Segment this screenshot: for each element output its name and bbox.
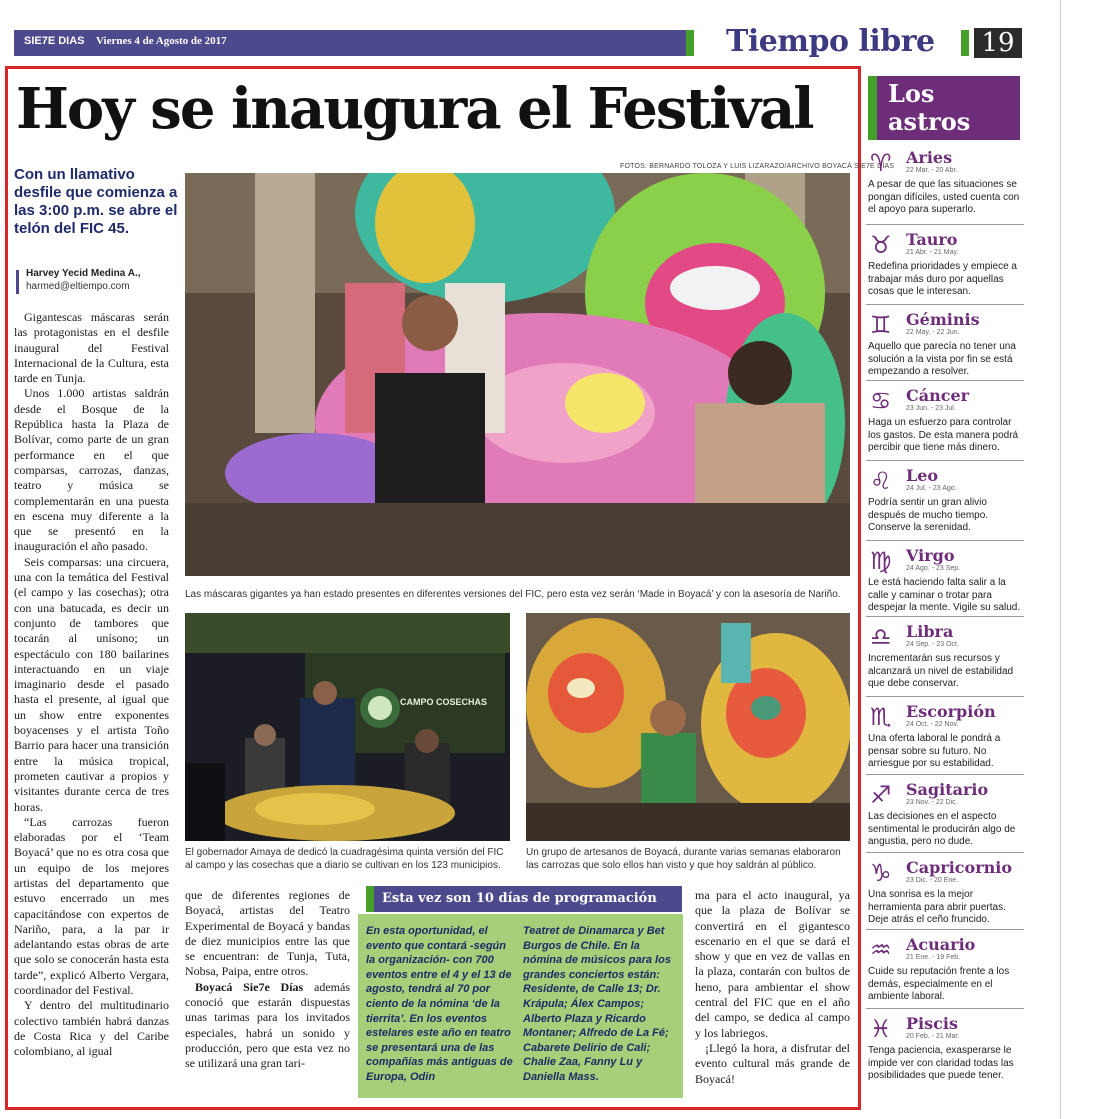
sign-text: Haga un esfuerzo para controlar los gastos. De esta manera podrá percibir que tiene más dinero. — [868, 417, 1019, 453]
article-column-c — [695, 888, 850, 1087]
sign-name: Piscis — [906, 1014, 958, 1033]
program-box-column: Teatret de Dinamarca y Bet Burgos de Chile. En la nómina de músicos para los grandes conciertos están: Residente, de Calle 13; Dr. Krápula; Álex Campos; Alberto Plaza y Ricardo Montaner; Alfredo de La Fé; Cabarete Delirio de Cali; Chalie Zaa, Fanny Lu y Daniella Mass. — [523, 925, 671, 1083]
sign-divider — [866, 852, 1024, 853]
sign-text: A pesar de que las situaciones se pongan difíciles, usted cuenta con el apoyo para superarlo. — [868, 179, 1020, 215]
issue-date: Viernes 4 de Agosto de 2017 — [96, 35, 227, 47]
sign-dates: 24 Jul. - 23 Ago. — [906, 485, 957, 492]
article-paragraph: Gigantescas máscaras serán las protagonistas en el desfile inaugural del Festival Internacional de la Cultura, esta tarde en Tunja. — [14, 310, 169, 386]
sign-dates: 22 May. - 22 Jun. — [906, 329, 960, 336]
horoscope-sign — [866, 702, 1026, 778]
sign-divider — [866, 616, 1024, 617]
zodiac-11-icon: ♒ — [870, 936, 892, 964]
sign-text: Aquello que parecía no tener una solución a la vista por fin se está empezando a resolver. — [868, 341, 1016, 377]
sign-name: Sagitario — [906, 780, 989, 799]
horoscope-sign — [866, 148, 1026, 224]
sign-dates: 20 Feb. - 21 Mar. — [906, 1033, 960, 1040]
horoscope-header — [868, 76, 1020, 140]
program-box — [358, 914, 683, 1098]
program-box-column: En esta oportunidad, el evento que contará -según la organización- con 700 eventos entre el 4 y el 13 de agosto, tendrá al 70 por ciento de la nómina ‘de la tierrita’. En los eventos estelares este año en teatro se presentará una de las compañías más antiguas de Europa, Odin — [366, 925, 513, 1083]
horoscope-sign — [866, 1014, 1026, 1090]
sign-text: Una oferta laboral le pondrá a pensar sobre su futuro. No arriesgue por su estabilidad. — [868, 733, 1001, 769]
article-column-a — [14, 310, 169, 1060]
sign-name: Géminis — [906, 310, 980, 329]
horoscope-title: Los astros — [888, 79, 971, 136]
banner-text: CAMPO COSECHAS — [400, 697, 488, 707]
sign-divider — [866, 696, 1024, 697]
horoscope-sign — [866, 935, 1026, 1011]
article-paragraph: Unos 1.000 artistas saldrán desde el Bosque de la República hasta la Plaza de Bolívar, como parte de un gran performance en el que comparsas, carrozas, danzas, teatro y música se complementarán en una puesta en escena muy diferente a la que se presentó en la inauguración el año pasado. — [14, 386, 169, 554]
sign-name: Capricornio — [906, 858, 1013, 877]
sign-text: Le está haciendo falta salir a la calle y caminar o trotar para despejar la mente. Vigile su salud. — [868, 577, 1021, 613]
artisans-photo — [526, 613, 850, 841]
brand-name: SIE7E DIAS — [24, 35, 85, 47]
sign-name: Escorpión — [906, 702, 996, 721]
horoscope-sign — [866, 466, 1026, 542]
horoscope-sign — [866, 310, 1026, 386]
article-paragraph-text: además conoció que estarán dispuestas unas tarimas para los invitados especiales, habrá un sonido y producción, pero que esta vez no se utilizará una gran tari- — [185, 979, 350, 1071]
horoscope-sign — [866, 780, 1026, 856]
byline-author: Harvey Yecid Medina A., — [26, 268, 141, 279]
horoscope-sign — [866, 622, 1026, 698]
article-paragraph: Seis comparsas: una circuera, una con la temática del Festival (el campo y las cosechas); otra con una batucada, es decir un conjunto de tambores que tocarán al unísono; un espectáculo con 180 bailarines interactuando en un viaje imaginario desde el pasado hasta el presente, al igual que un show entre exponentes boyacenses y el artista Toño Barrio para hacer una transición entre la música tropical, prometen cautivar a propios y visitantes durante cerca de tres horas. — [14, 554, 169, 814]
horoscope-sign — [866, 858, 1026, 934]
article-paragraph: Y dentro del multitudinario colectivo también habrá danzas de Costa Rica y del Caribe colombiano, al igual — [14, 998, 169, 1059]
sign-dates: 24 Ago. - 23 Sep. — [906, 565, 961, 572]
sign-divider — [866, 774, 1024, 775]
article-paragraph: “Las carrozas fueron elaboradas por el ‘Team Boyacá’ que no es otra cosa que un equipo de los mejores artistas del departamento que estuvo encerrado un mes capacitándose con expertos de Nariño, para, a la par ir adelantando estas obras de arte que solo se conocerán hasta esta tarde”, explicó Alberto Vergara, coordinador del Festival. — [14, 814, 169, 998]
zodiac-3-icon: ♊ — [870, 311, 892, 339]
zodiac-10-icon: ♑ — [870, 859, 892, 887]
sign-name: Aries — [906, 148, 953, 167]
zodiac-12-icon: ♓ — [870, 1015, 892, 1043]
headline: Hoy se inaugura el Festival — [16, 76, 813, 142]
governor-photo — [185, 613, 510, 841]
newspaper-mention: Boyacá Sie7e Días — [195, 979, 304, 994]
zodiac-7-icon: ♎ — [870, 623, 892, 651]
zodiac-1-icon: ♈ — [870, 149, 892, 177]
sign-dates: 23 Dic. - 20 Ene. — [906, 877, 959, 884]
article-paragraph: ¡Llegó la hora, a disfrutar del evento cultural más grande de Boyacá! — [695, 1040, 850, 1086]
sign-divider — [866, 380, 1024, 381]
photo-credit: FOTOS: BERNARDO TOLOZA Y LUIS LIZARAZO/ARCHIVO BOYACÁ SIE7E DÍAS — [620, 163, 895, 170]
article-paragraph — [185, 980, 350, 1072]
zodiac-6-icon: ♍ — [870, 547, 892, 575]
sign-text: Las decisiones en el aspecto sentimental le producirán algo de angustia, pero no dude. — [868, 811, 1016, 847]
article-column-b — [185, 888, 350, 1072]
sign-divider — [866, 540, 1024, 541]
header-bar — [14, 30, 686, 56]
sign-dates: 23 Nov. - 22 Dic. — [906, 799, 958, 806]
sign-divider — [866, 224, 1024, 225]
sign-dates: 21 Ene. - 19 Feb. — [906, 954, 961, 961]
sign-name: Libra — [906, 622, 954, 641]
sign-text: Una sonrisa es la mejor herramienta para abrir puertas. Deje atrás el ceño fruncido. — [868, 889, 1006, 925]
zodiac-9-icon: ♐ — [870, 781, 892, 809]
governor-photo-caption: El gobernador Amaya de dedicó la cuadragésima quinta versión del FIC al campo y las cosechas que a diario se cultivan en los 123 municipios. — [185, 847, 504, 871]
deck: Con un llamativo desfile que comienza a las 3:00 p.m. se abre el telón del FIC 45. — [14, 166, 178, 237]
article-paragraph: que de diferentes regiones de Boyacá, artistas del Teatro Experimental de Boyacá y bandas de diez municipios entre las que se encuentran: de Tunja, Tuta, Nobsa, Paipa, entre otros. — [185, 888, 350, 979]
main-photo — [185, 173, 850, 576]
sign-divider — [866, 460, 1024, 461]
zodiac-4-icon: ♋ — [870, 387, 892, 415]
artisans-photo-caption: Un grupo de artesanos de Boyacá, durante varias semanas elaboraron las carrozas que solo ellos han visto y que hoy saldrán al público. — [526, 847, 841, 871]
sign-name: Cáncer — [906, 386, 970, 405]
sign-divider — [866, 929, 1024, 930]
section-title: Tiempo libre — [726, 24, 935, 59]
article-paragraph: ma para el acto inaugural, ya que la plaza de Bolívar se convertirá en el gigantesco escenario en el que se dará el show y que en vez de vallas en la plaza, contarán con bultos de heno, para ambientar el show central del FIC que en el año del campo, se dedica al campo y los labriegos. — [695, 888, 850, 1040]
horoscope-header-accent — [868, 76, 877, 140]
sign-dates: 24 Oct. - 22 Nov. — [906, 721, 959, 728]
sign-text: Redefina prioridades y empiece a trabajar más duro por aquellas cosas que le interesan. — [868, 261, 1017, 297]
sign-text: Tenga paciencia, exasperarse le impide ver con claridad todas las posibilidades que puede tener. — [868, 1045, 1014, 1081]
sign-name: Acuario — [906, 935, 976, 954]
program-box-title: Esta vez son 10 días de programación — [366, 886, 682, 912]
main-photo-caption: Las máscaras gigantes ya han estado presentes en diferentes versiones del FIC, pero esta vez serán ‘Made in Boyacá’ y con la asesoría de Nariño. — [185, 589, 841, 600]
sign-text: Incrementarán sus recursos y alcanzará un nivel de estabilidad que debe conservar. — [868, 653, 1014, 689]
sign-divider — [866, 1008, 1024, 1009]
sign-text: Cuide su reputación frente a los demás, especialmente en el ambiente laboral. — [868, 966, 1010, 1002]
sign-name: Virgo — [906, 546, 955, 565]
sign-dates: 22 Mar. - 20 Abr. — [906, 167, 958, 174]
sign-text: Podría sentir un gran alivio después de mucho tiempo. Conserve la serenidad. — [868, 497, 989, 533]
sign-name: Leo — [906, 466, 939, 485]
header-accent — [686, 30, 694, 56]
sign-dates: 23 Jun. - 23 Jul. — [906, 405, 956, 412]
byline-accent — [16, 270, 19, 294]
zodiac-8-icon: ♏ — [870, 703, 892, 731]
horoscope-sign — [866, 386, 1026, 462]
horoscope-sign — [866, 546, 1026, 622]
zodiac-2-icon: ♉ — [870, 231, 892, 259]
page-number-accent — [961, 30, 969, 56]
sign-dates: 24 Sep. - 23 Oct. — [906, 641, 959, 648]
sign-dates: 21 Abr. - 21 May. — [906, 249, 959, 256]
byline-email: harmed@eltiempo.com — [26, 281, 130, 292]
sign-divider — [866, 304, 1024, 305]
horoscope-sign — [866, 230, 1026, 306]
page-edge-rule — [1060, 0, 1061, 1119]
page-number: 19 — [974, 28, 1022, 58]
sign-name: Tauro — [906, 230, 958, 249]
zodiac-5-icon: ♌ — [870, 467, 892, 495]
